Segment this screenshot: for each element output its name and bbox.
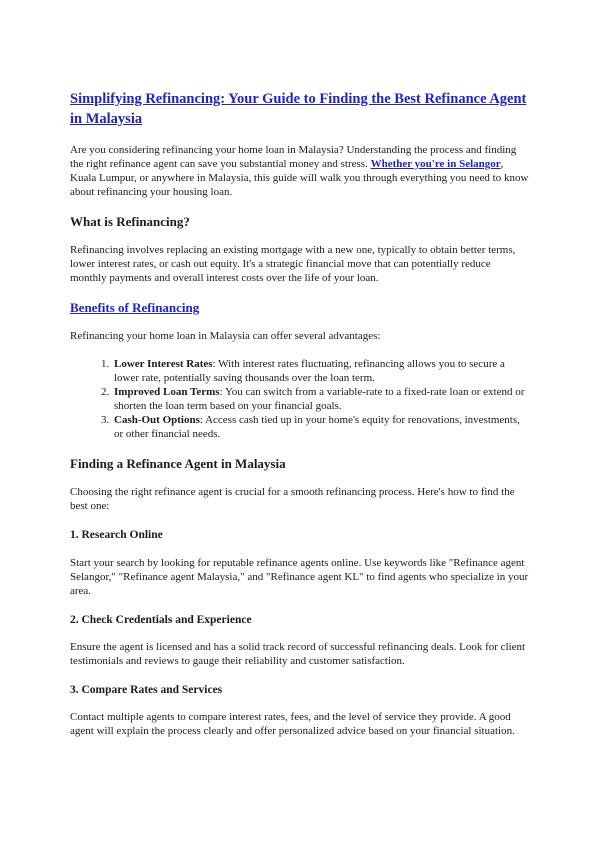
step-research-online-paragraph: Start your search by looking for reputable refinance agents online. Use keywords like "Refinance agent Selangor," "Refinance agent Malaysia," and "Refinance agent KL" to find agents who specialize in your area. (70, 556, 529, 597)
benefits-lead-paragraph: Refinancing your home loan in Malaysia can offer several advantages: (70, 330, 381, 343)
list-item-desc: : With interest rates fluctuating, refinancing allows you to secure a lower rate, potentially saving thousands over the loan term. (114, 358, 505, 385)
list-item-desc: : You can switch from a variable-rate to a fixed-rate loan or extend or shorten the loan term based on your financial goals. (114, 386, 525, 413)
list-item-term: Improved Loan Terms (114, 386, 220, 399)
what-is-refinancing-paragraph: Refinancing involves replacing an existing mortgage with a new one, typically to obtain better terms, lower interest rates, or cash out equity. It's a strategic financial move that can potentially reduce monthly payments and overall interest costs over the life of your loan. (70, 244, 516, 285)
step-compare-rates-heading: 3. Compare Rates and Services (70, 683, 223, 696)
selangor-link[interactable]: Whether you're in Selangor (370, 157, 501, 170)
benefits-heading-link[interactable]: Benefits of Refinancing (70, 300, 200, 316)
step-research-online-heading: 1. Research Online (70, 529, 163, 542)
finding-agent-heading: Finding a Refinance Agent in Malaysia (70, 456, 286, 472)
what-is-refinancing-heading: What is Refinancing? (70, 213, 190, 229)
list-item-term: Lower Interest Rates (114, 358, 213, 371)
step-check-credentials-heading: 2. Check Credentials and Experience (70, 613, 252, 626)
list-item-term: Cash-Out Options (114, 414, 200, 427)
intro-text-after: , Kuala Lumpur, or anywhere in Malaysia, this guide will walk you through everything you need to know about refinancing your housing loan. (70, 157, 529, 198)
step-check-credentials-paragraph: Ensure the agent is licensed and has a solid track record of successful refinancing deals. Look for client testimonials and reviews to gauge their reliability and customer satisfaction. (70, 640, 526, 667)
list-item-lower-interest-rates (112, 358, 530, 386)
finding-agent-paragraph: Choosing the right refinance agent is crucial for a smooth refinancing process. Here's how to find the best one: (70, 486, 515, 513)
list-item-improved-loan-terms (112, 386, 530, 414)
document-title-link[interactable]: Simplifying Refinancing: Your Guide to Finding the Best Refinance Agent in Malaysia (70, 91, 527, 127)
list-item-desc: : Access cash tied up in your home's equity for renovations, investments, or other financial needs. (114, 414, 520, 441)
intro-text-before: Are you considering refinancing your home loan in Malaysia? Understanding the process and finding the right refinance agent can save you substantial money and stress. (70, 144, 517, 170)
step-compare-rates-paragraph: Contact multiple agents to compare interest rates, fees, and the level of service they provide. A good agent will explain the process clearly and offer personalized advice based on your financial situation. (70, 711, 515, 738)
intro-paragraph (70, 144, 530, 200)
list-item-cash-out-options (112, 414, 530, 442)
benefits-list (70, 358, 530, 442)
